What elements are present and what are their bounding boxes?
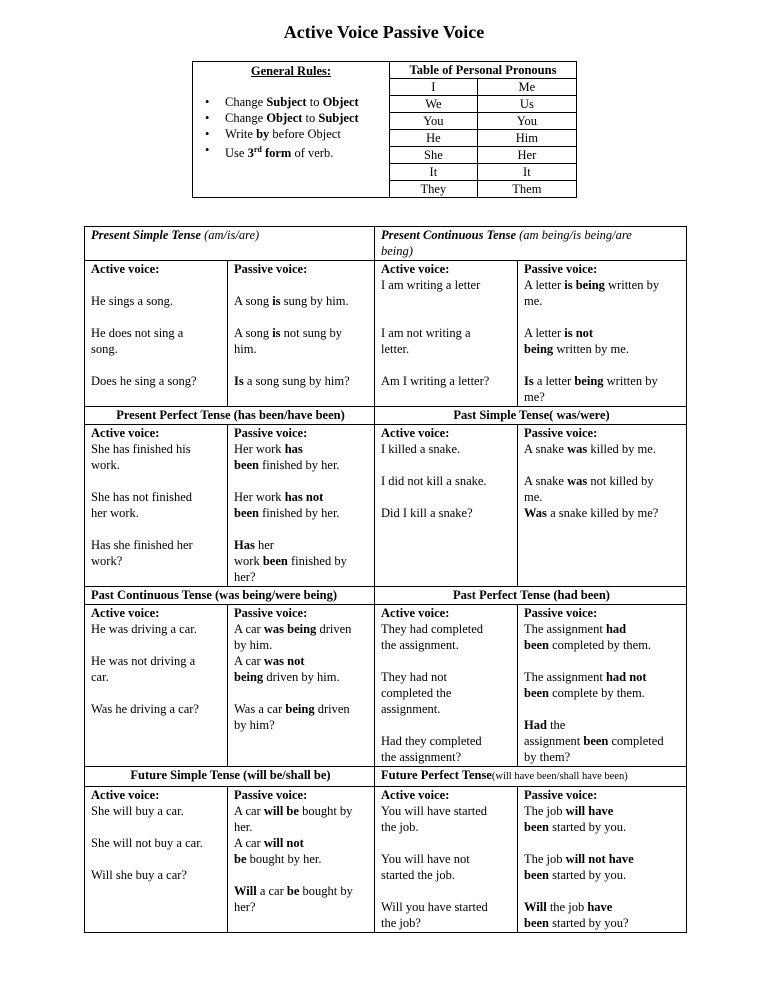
present-perfect-active: Active voice: She has finished his work. She has not finished her work. Has she finished her work? [85, 425, 228, 587]
pronoun-subject: It [390, 164, 478, 181]
past-perfect-heading: Past Perfect Tense (had been) [375, 587, 687, 605]
past-perfect-passive: Passive voice: The assignment had been completed by them. The assignment had not been complete by them. Had the assignment been completed by them? [518, 605, 687, 767]
pronoun-subject: She [390, 147, 478, 164]
present-simple-passive: Passive voice: A song is sung by him. A song is not sung by him. Is a song sung by him? [228, 261, 375, 407]
pronoun-object: Him [477, 130, 576, 147]
pronoun-subject: I [390, 79, 478, 96]
past-continuous-passive: Passive voice: A car was being driven by him. A car was not being driven by him. Was a car being driven by him? [228, 605, 375, 767]
present-continuous-heading: Present Continuous Tense (am being/is being/are being) [375, 227, 687, 261]
pronoun-subject: We [390, 96, 478, 113]
pronoun-object: Us [477, 96, 576, 113]
present-continuous-active: Active voice: I am writing a letter I am not writing a letter. Am I writing a letter? [375, 261, 518, 407]
pronoun-object: Me [477, 79, 576, 96]
pronoun-subject: They [390, 181, 478, 198]
present-perfect-passive: Passive voice: Her work has been finished by her. Her work has not been finished by her. Has her work been finished by her? [228, 425, 375, 587]
pronoun-object: It [477, 164, 576, 181]
present-perfect-heading: Present Perfect Tense (has been/have been) [85, 407, 375, 425]
pronoun-subject: He [390, 130, 478, 147]
past-simple-heading: Past Simple Tense( was/were) [375, 407, 687, 425]
present-simple-heading: Present Simple Tense (am/is/are) [85, 227, 375, 261]
future-simple-active: Active voice: She will buy a car. She will not buy a car. Will she buy a car? [85, 787, 228, 933]
page-title: Active Voice Passive Voice [283, 22, 485, 42]
pronoun-object: Her [477, 147, 576, 164]
past-simple-active: Active voice: I killed a snake. I did not kill a snake. Did I kill a snake? [375, 425, 518, 587]
future-perfect-passive: Passive voice: The job will have been started by you. The job will not have been started by you. Will the job have been started by you? [518, 787, 687, 933]
future-perfect-active: Active voice: You will have started the job. You will have not started the job. Will you have started the job? [375, 787, 518, 933]
past-perfect-active: Active voice: They had completed the assignment. They had not completed the assignment. Had they completed the assignment? [375, 605, 518, 767]
past-continuous-active: Active voice: He was driving a car. He was not driving a car. Was he driving a car? [85, 605, 228, 767]
rule-item: • Change Subject to Object [197, 94, 385, 110]
future-perfect-heading: Future Perfect Tense(will have been/shall have been) [375, 767, 687, 787]
pronoun-object: You [477, 113, 576, 130]
tense-table [84, 226, 687, 933]
pronoun-table-heading: Table of Personal Pronouns [390, 62, 577, 79]
pronoun-subject: You [390, 113, 478, 130]
past-continuous-heading: Past Continuous Tense (was being/were being) [85, 587, 375, 605]
future-simple-passive: Passive voice: A car will be bought by her. A car will not be bought by her. Will a car be bought by her? [228, 787, 375, 933]
rule-item: • Write by before Object [197, 126, 385, 142]
rule-item: • Use 3rd form of verb. [197, 142, 385, 161]
future-simple-heading: Future Simple Tense (will be/shall be) [85, 767, 375, 787]
present-continuous-passive: Passive voice: A letter is being written by me. A letter is not being written by me. Is a letter being written by me? [518, 261, 687, 407]
past-simple-passive: Passive voice: A snake was killed by me. A snake was not killed by me. Was a snake killed by me? [518, 425, 687, 587]
pronoun-object: Them [477, 181, 576, 198]
general-rules-heading: General Rules: [250, 64, 332, 78]
rule-item: • Change Object to Subject [197, 110, 385, 126]
general-rules-list [197, 94, 385, 161]
rules-and-pronouns-table [192, 61, 577, 198]
general-rules-cell [193, 62, 390, 198]
present-simple-active: Active voice: He sings a song. He does not sing a song. Does he sing a song? [85, 261, 228, 407]
